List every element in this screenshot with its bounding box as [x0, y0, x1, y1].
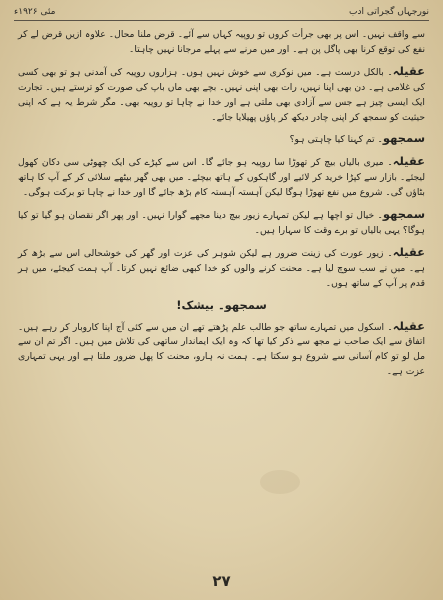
- paragraph-text: ۔ بالکل درست ہے۔ میں نوکری سے خوش نہیں ہوں۔ ہزاروں روپیہ کی آمدنی ہو تو بھی کسی کی غلامی ہے۔ دن بھی اپنا نہیں، رات بھی اپنی نہیں۔ بچے بھی ماں باپ کی صورت کو ترستے ہیں۔ تجارت ایک ایسی چیز ہے جس سے آزادی بھی ملتی ہے اور خدا نے چاہا تو روپیہ بھی۔ مگر شرط یہ ہے کہ اپنی حیثیت کو سمجھ کر اپنی چادر دیکھ کر پاؤں پھیلایا جائے۔: [18, 66, 425, 123]
- paragraph-1: [18, 26, 425, 58]
- speaker-label: سمجھو: [382, 131, 425, 146]
- header-date: مئی ۱۹۲۶ء: [14, 7, 56, 17]
- page-number: ۲۷: [212, 572, 231, 590]
- paragraph-text: ۔ زیور عورت کی زینت ضرور ہے لیکن شوہر کی عزت اور گھر کی خوشحالی اس سے بڑھ کر ہے۔ میں نے سب سوچ لیا ہے۔ محنت کرنے والوں کو خدا کبھی ضائع نہیں کرتا۔ آپ ہمت کیجئے، میں ہر قدم پر آپ کے ساتھ ہوں۔: [18, 247, 425, 289]
- paragraph-4: [18, 154, 425, 201]
- paragraph-5: [18, 207, 425, 239]
- paragraph-text: ۔ خیال تو اچھا ہے لیکن تمہارے زیور بیچ دینا مجھے گوارا نہیں۔ اور پھر اگر نقصان ہو گیا تو کیا ہوگا؟ یہی بالیاں تو برے وقت کا سہارا ہیں۔: [18, 210, 425, 236]
- speaker-label: سمجھو: [382, 207, 425, 222]
- speaker-label: عقیلہ: [392, 244, 425, 259]
- paragraph-2: [18, 64, 425, 126]
- paragraph-text: ۔ میری بالیاں بیچ کر تھوڑا سا روپیہ ہو جائے گا۔ اس سے کپڑے کی ایک چھوٹی سی دکان کھول لیجئے۔ بازار سے کپڑا خرید کر لائیے اور گاہکوں کے ہاتھ بیچئے۔ میں بھی گھر بیٹھے سلائی کر کے آپ کا ہاتھ بٹاؤں گی۔ شروع میں نفع تھوڑا ہوگا لیکن آہستہ آہستہ کام بڑھ جائے گا اور خدا نے چاہا تو برکت ہوگی۔: [18, 157, 425, 199]
- paragraph-text: ۔ اسکول میں تمہارے ساتھ جو طالب علم پڑھتے تھے ان میں سے کئی آج اپنا کاروبار کر رہے ہیں۔ اتفاق سے ایک صاحب نے مجھ سے ذکر کیا تھا کہ وہ ایک ایماندار ساتھی کی تلاش میں ہیں۔ اگر تم ان سے مل لو تو کام آسانی سے شروع ہو سکتا ہے۔ ہمت نہ ہارو، محنت کا پھل ضرور ملتا ہے اور یہی تمہاری عزت ہے۔: [18, 321, 425, 378]
- centered-line: سمجھو۔ بیشک!: [176, 297, 267, 312]
- paragraph-text: سے واقف نہیں۔ اس پر بھی جرأت کروں تو روپیہ کہاں سے آئے۔ قرض ملنا محال۔ علاوہ ازیں قرض لے کر نفع کی توقع کرنا بھی پاگل پن ہے۔ اور میں مرنے سے پہلے مرجانا نہیں چاہتا۔: [18, 29, 425, 55]
- page-body: [18, 26, 425, 560]
- speaker-label: عقیلہ: [392, 63, 425, 78]
- running-header: [14, 4, 429, 20]
- paragraph-closing: [18, 319, 425, 381]
- speaker-label: عقیلہ: [392, 318, 425, 333]
- header-rule: [14, 20, 429, 21]
- header-title: نورجہاں گجراتی ادب: [349, 7, 429, 17]
- paragraph-6: [18, 245, 425, 292]
- paragraph-3: [18, 131, 425, 148]
- speaker-label: عقیلہ: [392, 154, 425, 169]
- paragraph-text: ۔ تم کہنا کیا چاہتی ہو؟: [289, 134, 383, 146]
